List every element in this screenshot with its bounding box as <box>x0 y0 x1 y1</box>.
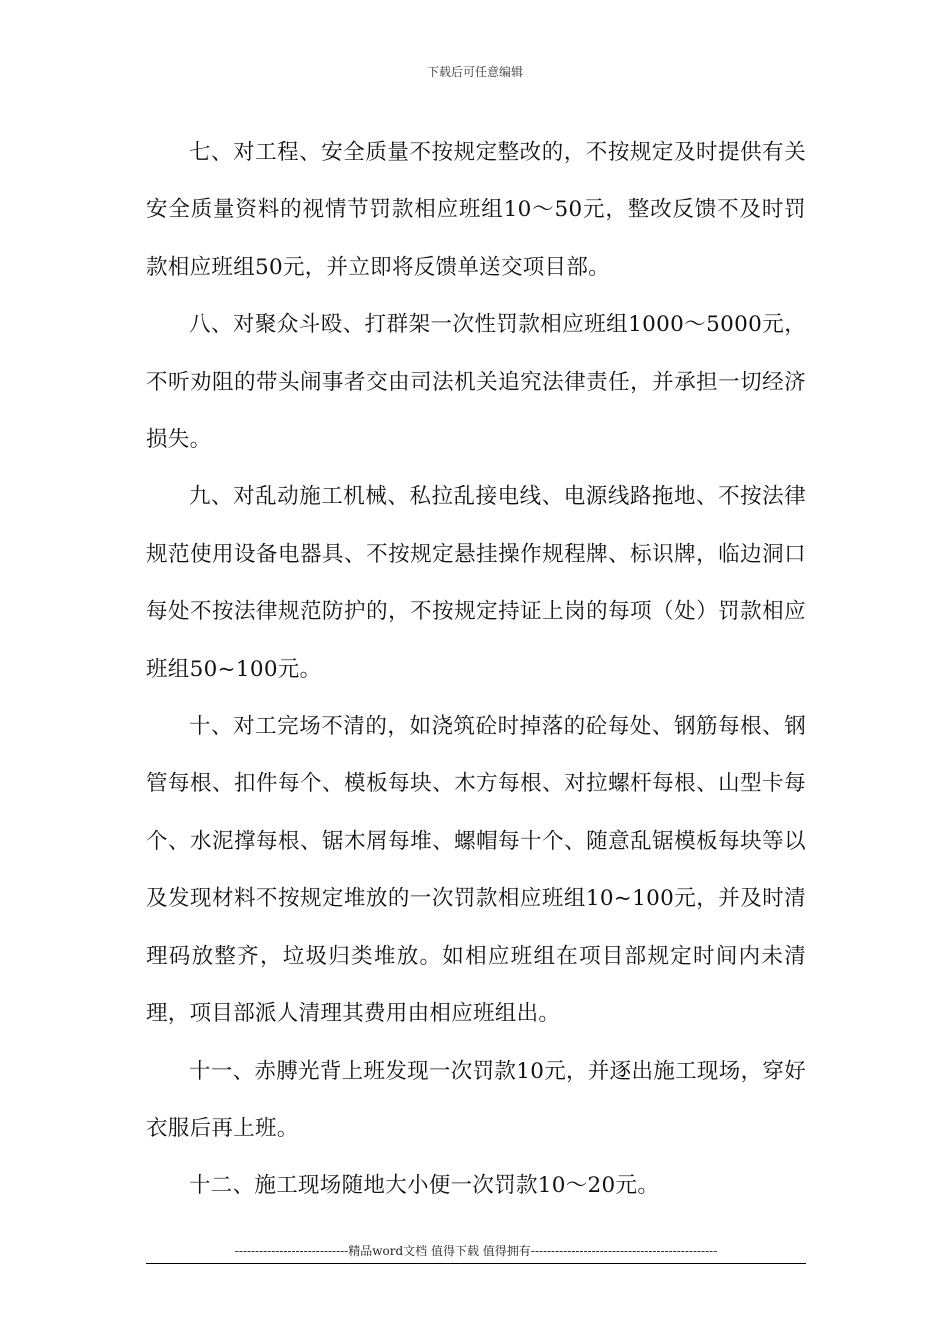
page-footer: ----------------------------精品word文档 值得下载 值得拥有---------------------------------------------- <box>234 1244 718 1258</box>
paragraph-item-8: 八、对聚众斗殴、打群架一次性罚款相应班组1000～5000元，不听劝阻的带头闹事者交由司法机关追究法律责任，并承担一切经济损失。 <box>146 312 806 453</box>
paragraph-item-7: 七、对工程、安全质量不按规定整改的，不按规定及时提供有关安全质量资料的视情节罚款相应班组10～50元，整改反馈不及时罚款相应班组50元，并立即将反馈单送交项目部。 <box>146 140 806 280</box>
document-body <box>146 124 806 1215</box>
paragraph-item-10: 十、对工完场不清的，如浇筑砼时掉落的砼每处、钢筋每根、钢管每根、扣件每个、模板每块、木方每根、对拉螺杆每根、山型卡每个、水泥撑每根、锯木屑每堆、螺帽每十个、随意乱锯模板每块等以及发现材料不按规定堆放的一次罚款相应班组10~100元，并及时清理码放整齐，垃圾归类堆放。如相应班组在项目部规定时间内未清理，项目部派人清理其费用由相应班组出。 <box>146 714 806 1027</box>
footer-divider <box>146 1263 806 1264</box>
paragraph-item-9: 九、对乱动施工机械、私拉乱接电线、电源线路拖地、不按法律规范使用设备电器具、不按规定悬挂操作规程牌、标识牌，临边洞口每处不按法律规范防护的，不按规定持证上岗的每项（处）罚款相应班组50~100元。 <box>146 484 806 682</box>
page-header: 下载后可任意编辑 <box>426 65 523 79</box>
paragraph-item-11: 十一、赤膊光背上班发现一次罚款10元，并逐出施工现场，穿好衣服后再上班。 <box>146 1058 806 1141</box>
paragraph-item-12: 十二、施工现场随地大小便一次罚款10～20元。 <box>189 1173 660 1199</box>
